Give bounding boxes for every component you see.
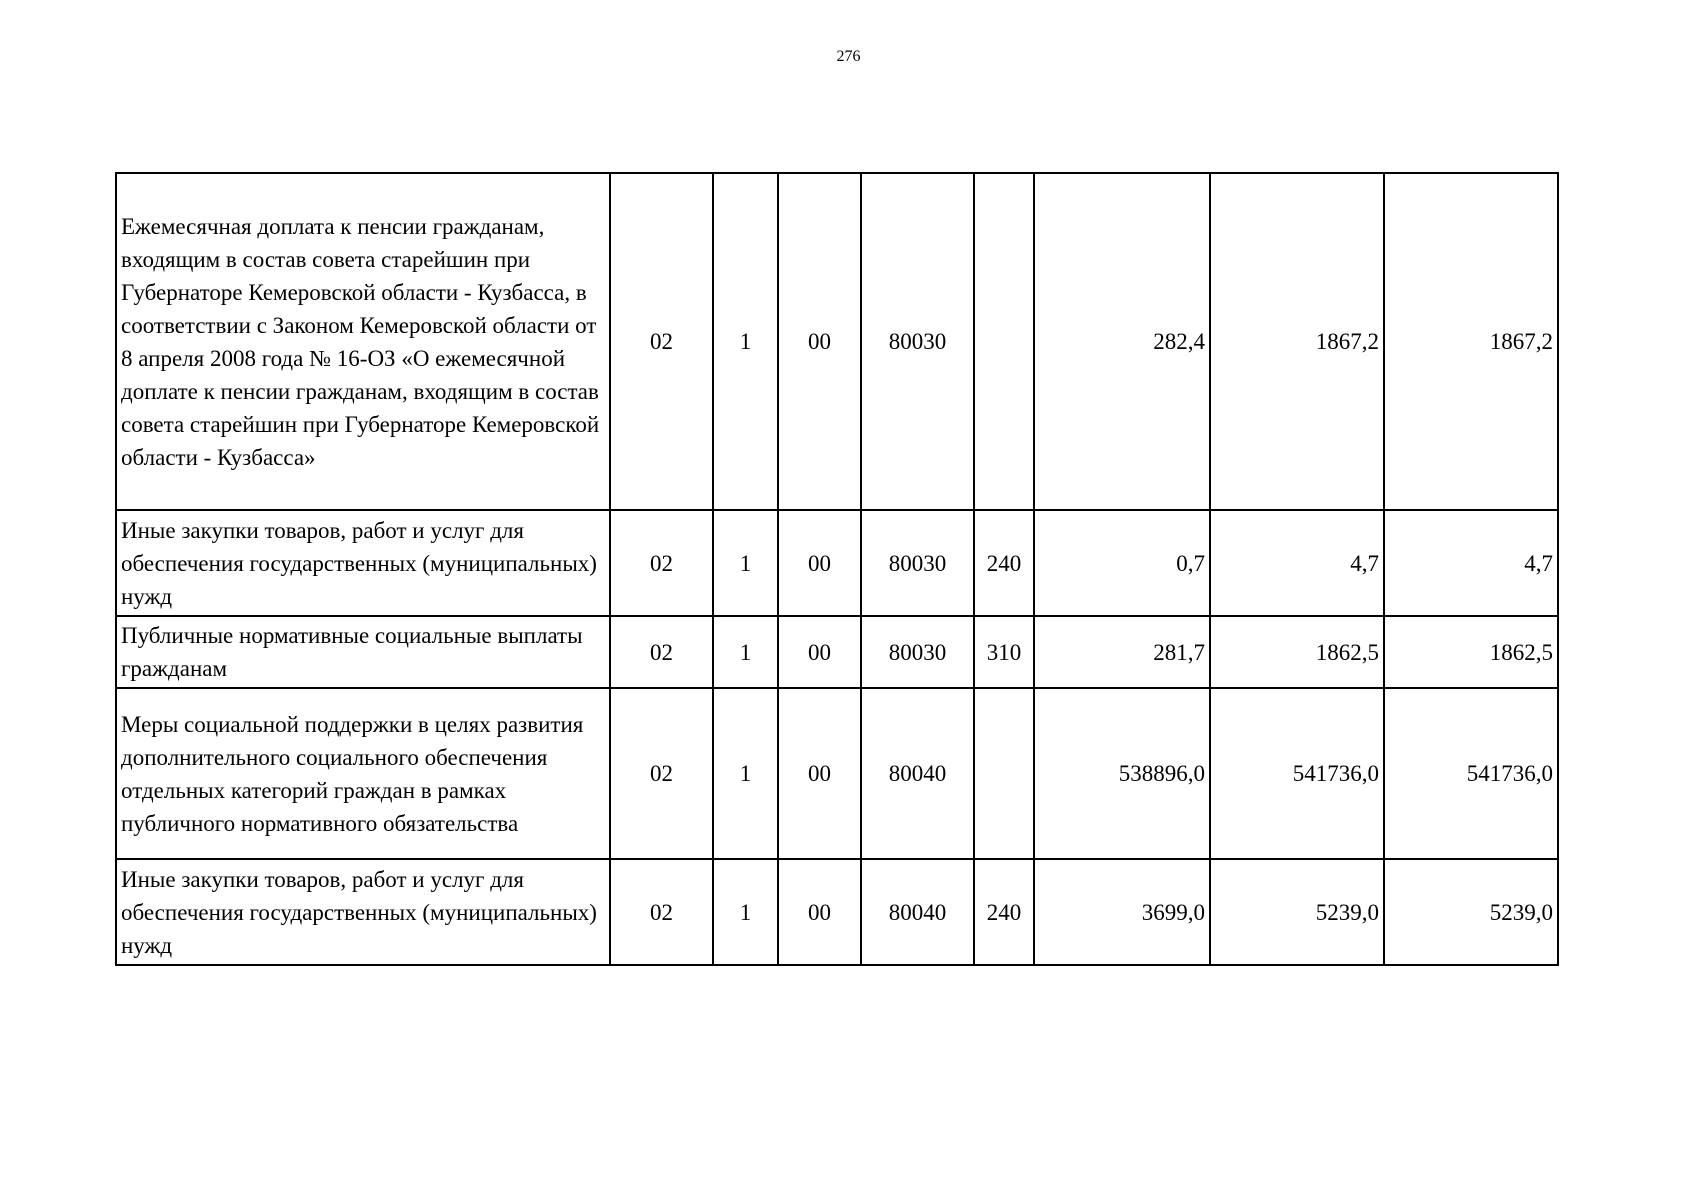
budget-table xyxy=(115,172,1559,966)
expense-type-code: 240 xyxy=(974,859,1034,965)
table-row xyxy=(116,510,1558,616)
row-description: Иные закупки товаров, работ и услуг для обеспечения государственных (муниципальных) нужд xyxy=(116,859,610,965)
amount-year-2: 1867,2 xyxy=(1210,173,1384,510)
amount-year-3: 1862,5 xyxy=(1384,616,1558,688)
subprogram-code: 1 xyxy=(713,859,778,965)
amount-year-1: 0,7 xyxy=(1034,510,1210,616)
subprogram-code: 1 xyxy=(713,616,778,688)
row-description: Меры социальной поддержки в целях развития дополнительного социального обеспечения отдельных категорий граждан в рамках публичного нормативного обязательства xyxy=(116,688,610,859)
main-event-code: 00 xyxy=(778,616,861,688)
direction-code: 80030 xyxy=(861,510,974,616)
direction-code: 80040 xyxy=(861,859,974,965)
direction-code: 80040 xyxy=(861,688,974,859)
program-code: 02 xyxy=(610,688,713,859)
table-row xyxy=(116,688,1558,859)
amount-year-2: 1862,5 xyxy=(1210,616,1384,688)
main-event-code: 00 xyxy=(778,688,861,859)
subprogram-code: 1 xyxy=(713,510,778,616)
amount-year-1: 281,7 xyxy=(1034,616,1210,688)
expense-type-code xyxy=(974,173,1034,510)
amount-year-2: 541736,0 xyxy=(1210,688,1384,859)
table-row xyxy=(116,859,1558,965)
main-event-code: 00 xyxy=(778,510,861,616)
program-code: 02 xyxy=(610,616,713,688)
subprogram-code: 1 xyxy=(713,688,778,859)
amount-year-3: 1867,2 xyxy=(1384,173,1558,510)
expense-type-code: 310 xyxy=(974,616,1034,688)
table-row xyxy=(116,173,1558,510)
expense-type-code xyxy=(974,688,1034,859)
row-description: Публичные нормативные социальные выплаты гражданам xyxy=(116,616,610,688)
page-number: 276 xyxy=(836,48,861,65)
amount-year-3: 541736,0 xyxy=(1384,688,1558,859)
direction-code: 80030 xyxy=(861,173,974,510)
amount-year-1: 282,4 xyxy=(1034,173,1210,510)
amount-year-2: 4,7 xyxy=(1210,510,1384,616)
amount-year-1: 538896,0 xyxy=(1034,688,1210,859)
program-code: 02 xyxy=(610,859,713,965)
amount-year-3: 5239,0 xyxy=(1384,859,1558,965)
table-row xyxy=(116,616,1558,688)
amount-year-3: 4,7 xyxy=(1384,510,1558,616)
amount-year-1: 3699,0 xyxy=(1034,859,1210,965)
row-description: Иные закупки товаров, работ и услуг для обеспечения государственных (муниципальных) нужд xyxy=(116,510,610,616)
amount-year-2: 5239,0 xyxy=(1210,859,1384,965)
main-event-code: 00 xyxy=(778,859,861,965)
program-code: 02 xyxy=(610,173,713,510)
direction-code: 80030 xyxy=(861,616,974,688)
subprogram-code: 1 xyxy=(713,173,778,510)
program-code: 02 xyxy=(610,510,713,616)
main-event-code: 00 xyxy=(778,173,861,510)
row-description: Ежемесячная доплата к пенсии гражданам, входящим в состав совета старейшин при Губернаторе Кемеровской области - Кузбасса, в соответствии с Законом Кемеровской области от 8 апреля 2008 года № 16-ОЗ «О ежемесячной доплате к пенсии гражданам, входящим в состав совета старейшин при Губернаторе Кемеровской области - Кузбасса» xyxy=(116,173,610,510)
expense-type-code: 240 xyxy=(974,510,1034,616)
